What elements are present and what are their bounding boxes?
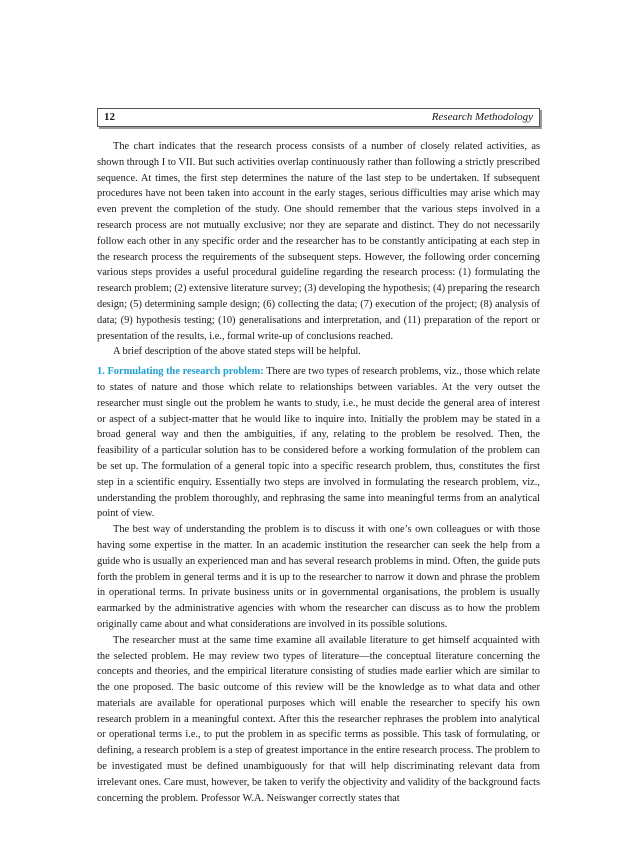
running-title: Research Methodology [431, 111, 533, 123]
page-header [97, 108, 540, 127]
paragraph-research-process: The chart indicates that the research process consists of a number of closely related activities, as shown through I to VII. But such activities overlap continuously rather than following a strictly prescribed sequence. At times, the first step determines the nature of the last step to be undertaken. If subsequent procedures have not been taken into account in the early stages, serious difficulties may arise which may even prevent the completion of the study. One should remember that the various steps involved in a research process are not mutually exclusive; nor they are separate and distinct. They do not necessarily follow each other in any specific order and the researcher has to be constantly anticipating at each step in the research process the requirements of the subsequent steps. However, the following order concerning various steps provides a useful procedural guideline regarding the research process: (1) formulating the research problem; (2) extensive literature survey; (3) developing the hypothesis; (4) preparing the research design; (5) determining sample design; (6) collecting the data; (7) execution of the project; (8) analysis of data; (9) hypothesis testing; (10) generalisations and interpretation, and (11) preparation of the report or presentation of the results, i.e., formal write-up of conclusions reached. [97, 141, 540, 342]
section-formulating-problem [97, 364, 540, 522]
paragraph-understanding-problem: The best way of understanding the problem is to discuss it with one’s own colleagues or with those having some expertise in the matter. In an academic institution the researcher can seek the help from a guide who is usually an experienced man and has several research problems in mind. Often, the guide puts forth the problem in general terms and it is up to the researcher to narrow it down and phrase the problem in operational terms. In private business units or in governmental organisations, the problem is usually earmarked by the administrative agencies with whom the researcher can discuss as to how the problem originally came about and what considerations are involved in its possible solutions. [97, 524, 540, 630]
paragraph-brief-description: A brief description of the above stated steps will be helpful. [113, 346, 361, 358]
page-number: 12 [104, 111, 115, 123]
section-heading: 1. Formulating the research problem: [97, 366, 264, 378]
paragraph-literature-review: The researcher must at the same time examine all available literature to get himself acquainted with the selected problem. He may review two types of literature—the conceptual literature concerning the concepts and theories, and the empirical literature consisting of studies made earlier which are similar to the one proposed. The basic outcome of this review will be the knowledge as to what data and other materials are available for operational purposes which will enable the researcher to specify his own research problem in a meaningful context. After this the researcher rephrases the problem into analytical or operational terms i.e., to put the problem in as specific terms as possible. This task of formulating, or defining, a research problem is a step of greatest importance in the entire research process. The problem to be investigated must be defined unambiguously for that will help discriminating relevant data from irrelevant ones. Care must, however, be taken to verify the objectivity and validity of the background facts concerning the problem. Professor W.A. Neiswanger correctly states that [97, 634, 540, 804]
section-body: There are two types of research problems, viz., those which relate to states of nature and those which relate to relationships between variables. At the very outset the researcher must single out the problem he wants to study, i.e., he must decide the general area of interest or aspect of a subject-matter that he would like to inquire into. Initially the problem may be stated in a broad general way and then the ambiguities, if any, relating to the problem be resolved. Then, the feasibility of a particular solution has to be considered before a working formulation of the problem can be set up. The formulation of a general topic into a specific research problem, thus, constitutes the first step in a scientific enquiry. Essentially two steps are involved in formulating the research problem, viz., understanding the problem thoroughly, and rephrasing the same into meaningful terms from an analytical point of view. [97, 366, 540, 520]
document-page [97, 108, 540, 806]
